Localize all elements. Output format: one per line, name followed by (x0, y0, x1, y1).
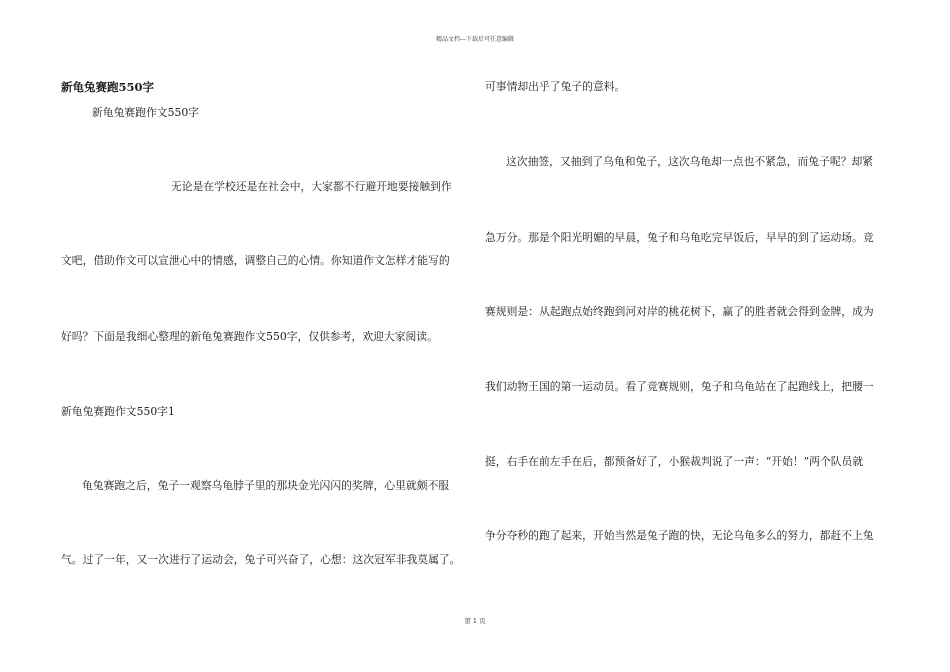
document-title: 新龟兔赛跑550字 (61, 80, 155, 94)
page-header: 精品文档---下载后可任意编辑 (435, 36, 515, 43)
paragraph-line: 无论是在学校还是在社会中，大家都不行避开地要接触到作 (171, 180, 452, 193)
paragraph-line: 赛规则是：从起跑点始终跑到河对岸的桃花树下，赢了的胜者就会得到金牌，成为 (485, 305, 874, 318)
paragraph-line: 可事情却出乎了兔子的意料。 (485, 80, 626, 93)
paragraph-line: 龟兔赛跑之后，兔子一观察乌龟脖子里的那块金光闪闪的奖牌，心里就颇不服 (82, 479, 450, 492)
paragraph-line: 文吧，借助作文可以宣泄心中的情感，调整自己的心情。你知道作文怎样才能写的 (61, 254, 450, 267)
paragraph-line: 这次抽签，又抽到了乌龟和兔子，这次乌龟却一点也不紧急，而兔子呢？却紧 (506, 155, 874, 168)
page-footer: 第 1 页 (464, 617, 486, 625)
paragraph-line: 气。过了一年，又一次进行了运动会，兔子可兴奋了，心想：这次冠军非我莫属了。 (61, 553, 461, 566)
paragraph-line: 挺，右手在前左手在后，都预备好了，小猴裁判说了一声：“开始！”两个队员就 (485, 455, 864, 468)
document-subtitle: 新龟兔赛跑作文550字 (92, 106, 199, 119)
paragraph-line: 我们动物王国的第一运动员。看了竞赛规则，兔子和乌龟站在了起跑线上，把腰一 (485, 380, 874, 393)
paragraph-line: 好吗？下面是我细心整理的新龟兔赛跑作文550字，仅供参考，欢迎大家阅读。 (61, 330, 438, 343)
paragraph-line: 急万分。那是个阳光明媚的早晨，兔子和乌龟吃完早饭后，早早的到了运动场。竞 (485, 231, 874, 244)
section-heading: 新龟兔赛跑作文550字1 (61, 405, 175, 418)
paragraph-line: 争分夺秒的跑了起来，开始当然是兔子跑的快，无论乌龟多么的努力，都赶不上兔 (485, 529, 874, 542)
